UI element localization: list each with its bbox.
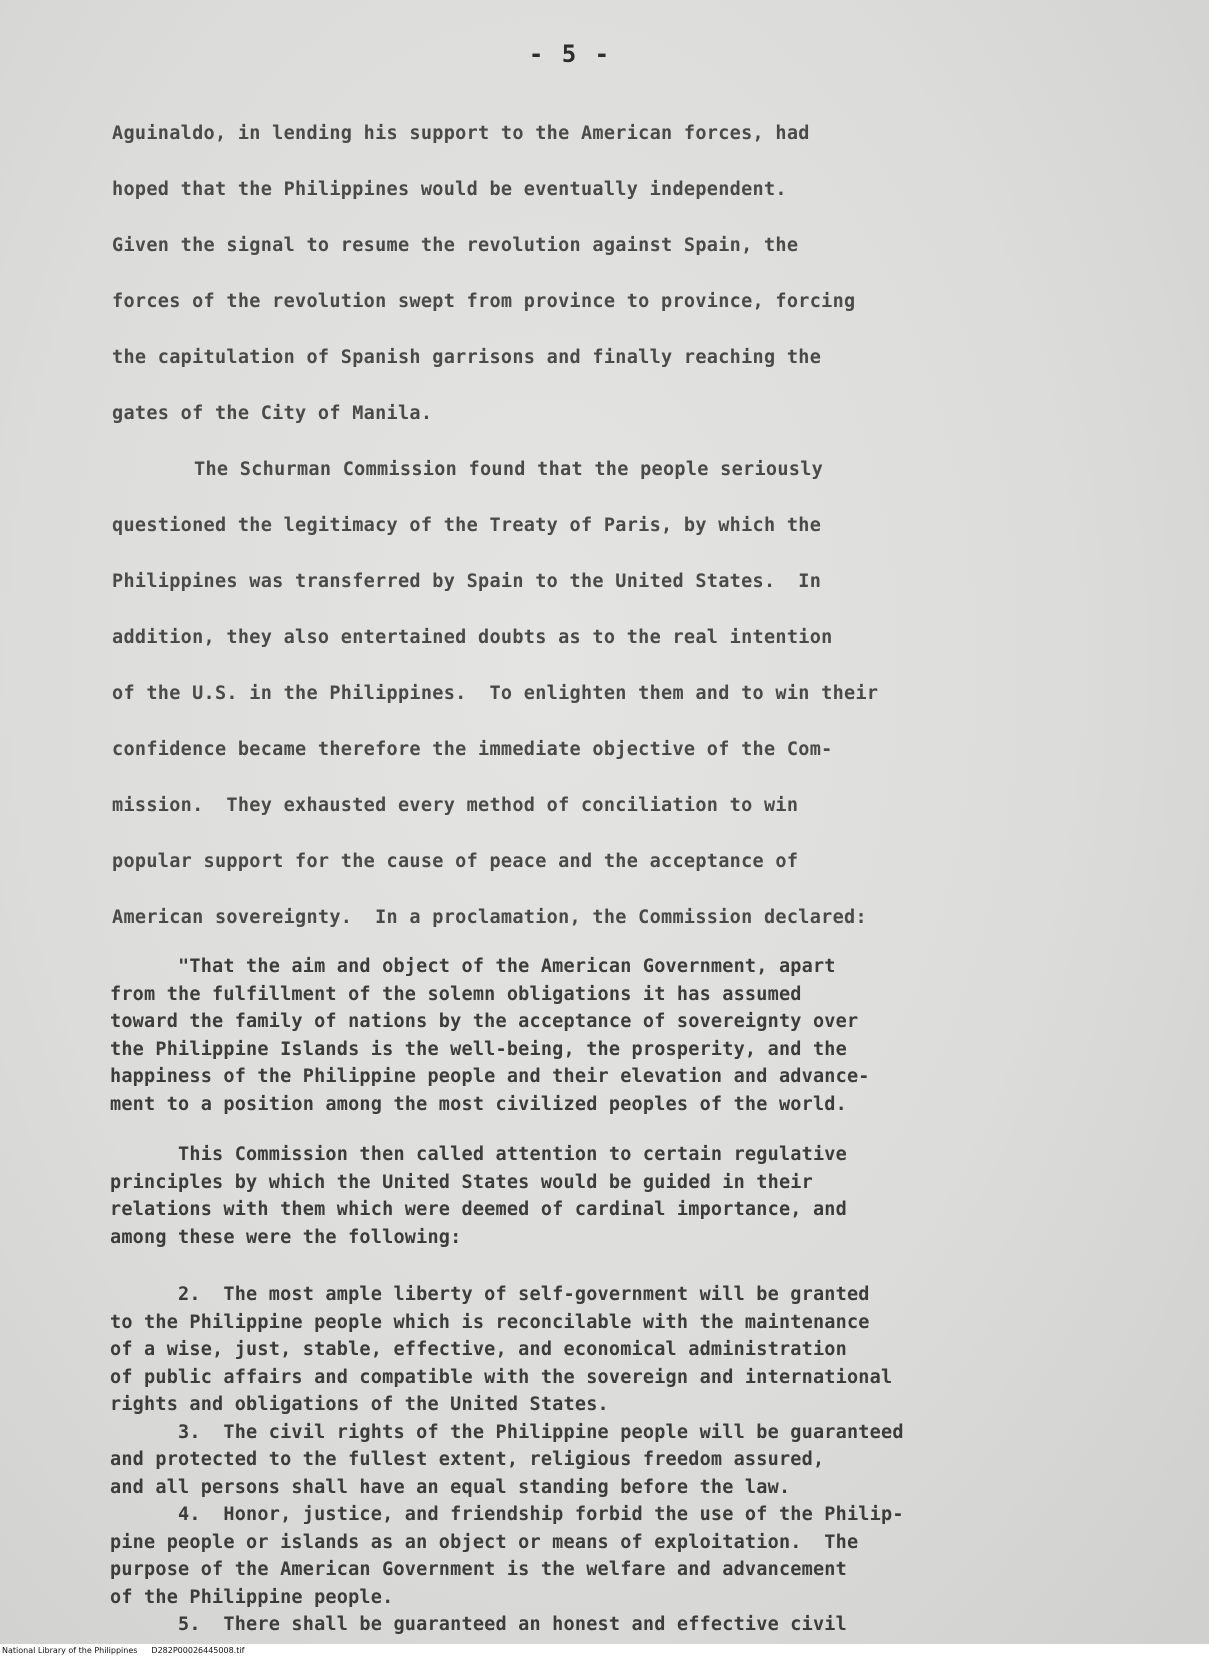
- text-line: gates of the City of Manila.: [112, 403, 433, 424]
- text-line: popular support for the cause of peace and the acceptance of: [112, 851, 799, 872]
- text-line: questioned the legitimacy of the Treaty of Paris, by which the: [112, 515, 822, 536]
- text-line: "That the aim and object of the American Government, apart: [110, 956, 836, 977]
- text-line: of the U.S. in the Philippines. To enlighten them and to win their: [112, 683, 879, 704]
- text-line: the Philippine Islands is the well-being, the prosperity, and the: [110, 1038, 847, 1060]
- text-line: Given the signal to resume the revolution against Spain, the: [112, 235, 799, 256]
- paragraph-regulative-principles: [110, 1141, 1090, 1251]
- scan-footer: [0, 1644, 1209, 1658]
- text-line: among these were the following:: [110, 1226, 462, 1248]
- text-line: and protected to the fullest extent, religious freedom assured,: [110, 1449, 825, 1470]
- text-line: happiness of the Philippine people and their elevation and advance-: [110, 1066, 870, 1087]
- text-line: pine people or islands as an object or means of exploitation. The: [110, 1531, 859, 1553]
- quoted-proclamation: [110, 953, 1090, 1118]
- page-number: - 5 -: [528, 40, 612, 68]
- text-line: The Schurman Commission found that the people seriously: [194, 459, 824, 480]
- text-line: from the fulfillment of the solemn obligations it has assumed: [110, 983, 802, 1005]
- text-line: This Commission then called attention to certain regulative: [110, 1144, 847, 1165]
- text-line: purpose of the American Government is the welfare and advancement: [110, 1559, 847, 1580]
- text-line: toward the family of nations by the acceptance of sovereignty over: [110, 1011, 859, 1032]
- text-line: mission. They exhausted every method of conciliation to win: [112, 795, 799, 816]
- text-line: of a wise, just, stable, effective, and economical administration: [110, 1339, 847, 1360]
- text-line: 5. There shall be guaranteed an honest and effective civil: [110, 1614, 847, 1635]
- footer-library: National Library of the Philippines: [2, 1646, 138, 1655]
- text-line: ment to a position among the most civilized peoples of the world.: [110, 1093, 847, 1115]
- text-line: and all persons shall have an equal standing before the law.: [110, 1476, 791, 1498]
- text-line: 3. The civil rights of the Philippine people will be guaranteed: [110, 1421, 904, 1443]
- text-line: confidence became therefore the immediate objective of the Com-: [112, 739, 833, 760]
- text-line: the capitulation of Spanish garrisons and finally reaching the: [112, 347, 822, 368]
- text-line: Aguinaldo, in lending his support to the American forces, had: [112, 123, 810, 144]
- text-line: of the Philippine people.: [110, 1586, 394, 1608]
- paragraph-schurman-commission: [112, 442, 1072, 946]
- text-line: Philippines was transferred by Spain to the United States. In: [112, 571, 822, 592]
- numbered-principles: [110, 1281, 1090, 1639]
- text-line: principles by which the United States would be guided in their: [110, 1171, 813, 1193]
- footer-filename: D282P00026445008.tif: [151, 1646, 245, 1655]
- text-line: American sovereignty. In a proclamation, the Commission declared:: [112, 907, 867, 928]
- text-line: hoped that the Philippines would be eventually independent.: [112, 179, 787, 200]
- text-line: to the Philippine people which is reconcilable with the maintenance: [110, 1311, 870, 1333]
- text-line: 2. The most ample liberty of self-government will be granted: [110, 1284, 870, 1305]
- text-line: relations with them which were deemed of cardinal importance, and: [110, 1199, 847, 1220]
- text-line: forces of the revolution swept from province to province, forcing: [112, 291, 856, 312]
- text-line: of public affairs and compatible with the sovereign and international: [110, 1366, 893, 1388]
- paragraph-aguinaldo: [112, 106, 1072, 442]
- text-line: rights and obligations of the United States.: [110, 1394, 609, 1415]
- text-line: addition, they also entertained doubts as to the real intention: [112, 627, 833, 648]
- text-line: 4. Honor, justice, and friendship forbid the use of the Philip-: [110, 1504, 904, 1525]
